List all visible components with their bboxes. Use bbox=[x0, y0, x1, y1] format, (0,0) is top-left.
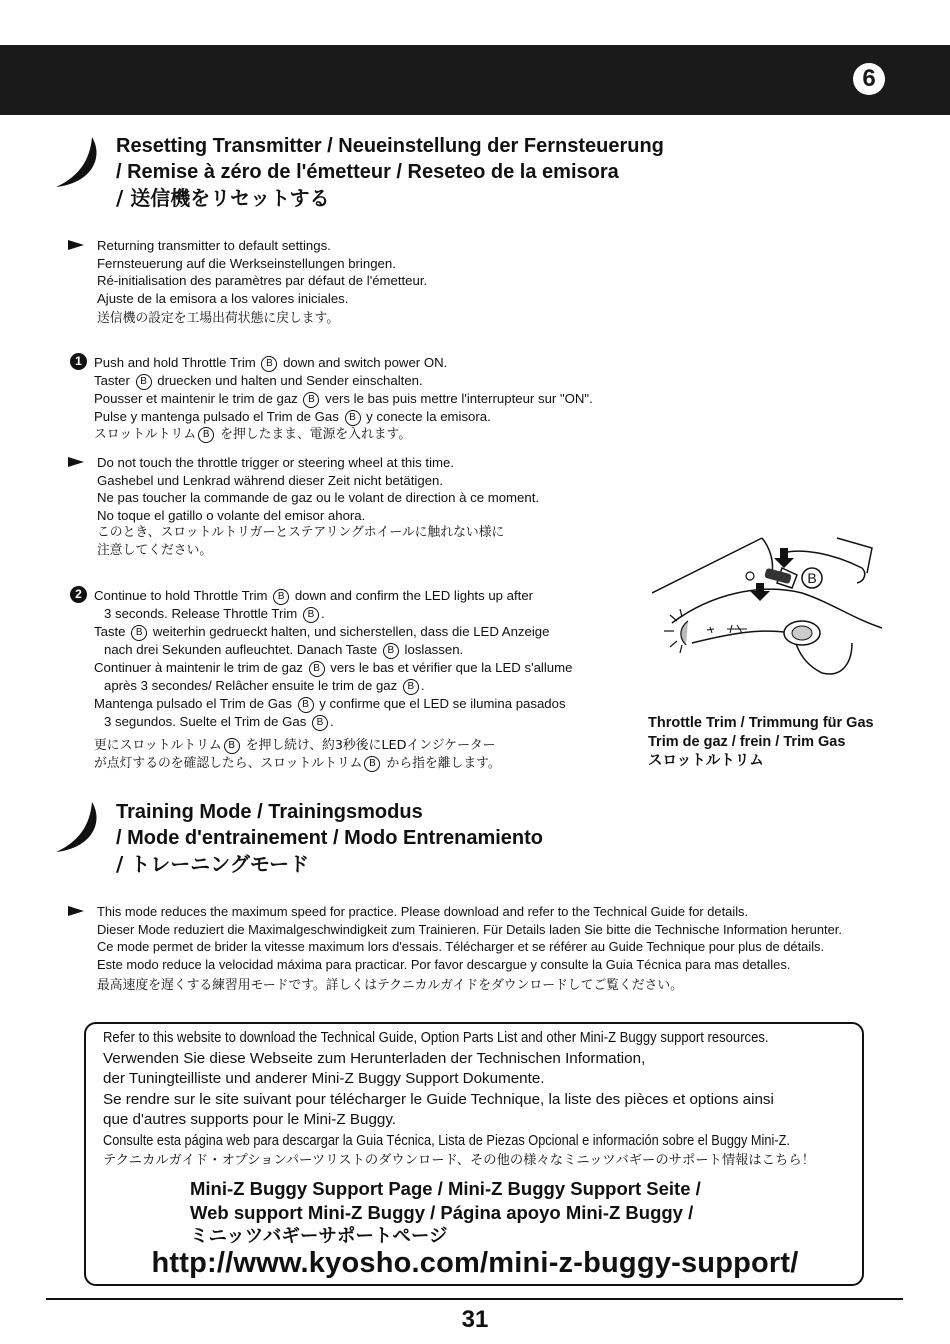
trim-b-badge: B bbox=[345, 410, 361, 426]
training-line: Ce mode permet de brider la vitesse maximum lors d'essais. Télécharger et se référer au Guide Technique pour plus de détails. bbox=[97, 939, 825, 955]
training-line: 最高速度を遅くする練習用モードです。詳しくはテクニカルガイドをダウンロードしてご覧ください。 bbox=[97, 978, 683, 994]
illustration-caption bbox=[648, 714, 874, 771]
support-page-title bbox=[190, 1177, 701, 1249]
training-line: This mode reduces the maximum speed for practice. Please download and refer to the Technical Guide for details. bbox=[97, 904, 749, 919]
training-line: Este modo reduce la velocidad máxima para practicar. Por favor descargue y consulte la Guia Técnica para mas detalles. bbox=[97, 956, 791, 972]
illustration-label-b: B bbox=[807, 570, 817, 586]
step2-line: Continuer à maintenir le trim de gaz B vers le bas et vérifier que la LED s'allume bbox=[94, 660, 573, 675]
step1-text bbox=[94, 354, 593, 444]
intro-text bbox=[97, 237, 427, 328]
support-title-line: Mini-Z Buggy Support Page / Mini-Z Buggy Support Seite / bbox=[190, 1178, 701, 1199]
intro-line: Fernsteuerung auf die Werkseinstellungen bringen. bbox=[97, 255, 396, 271]
trim-b-badge: B bbox=[298, 697, 314, 713]
footer-divider bbox=[46, 1298, 903, 1300]
caption-line: Trim de gaz / frein / Trim Gas bbox=[648, 734, 846, 750]
title-line: / トレーニングモード bbox=[116, 852, 310, 876]
intro-line: Ré-initialisation des paramètres par défaut de l'émetteur. bbox=[97, 273, 428, 289]
trim-b-badge: B bbox=[136, 374, 152, 390]
support-text bbox=[103, 1028, 921, 1172]
caption-line: スロットルトリム bbox=[648, 753, 764, 769]
support-line: Verwenden Sie diese Webseite zum Herunterladen der Technischen Information, bbox=[103, 1049, 646, 1067]
support-line: Se rendre sur le site suivant pour télécharger le Guide Technique, la liste des pièces et options ainsi bbox=[103, 1090, 774, 1108]
step2-line: 3 seconds. Release Throttle Trim B . bbox=[104, 606, 325, 621]
section-mark-icon bbox=[52, 135, 102, 195]
support-line: que d'autres supports pour le Mini-Z Buggy. bbox=[103, 1111, 397, 1128]
intro-line: 送信機の設定を工場出荷状態に戻します。 bbox=[97, 311, 340, 327]
chapter-number-badge: 6 bbox=[853, 63, 885, 95]
step2-line: après 3 secondes/ Relâcher ensuite le trim de gaz B . bbox=[104, 678, 425, 693]
section-title-training bbox=[116, 799, 543, 877]
header-bar bbox=[0, 45, 950, 115]
bullet-arrow-icon bbox=[68, 906, 84, 916]
note-line: Gashebel und Lenkrad während dieser Zeit nicht betätigen. bbox=[97, 472, 444, 488]
bullet-arrow-icon bbox=[68, 457, 84, 467]
bullet-arrow-icon bbox=[68, 240, 84, 250]
support-url-link[interactable]: http://www.kyosho.com/mini-z-buggy-support/ bbox=[151, 1247, 799, 1279]
support-line: Refer to this website to download the Technical Guide, Option Parts List and other Mini-Z Buggy support resources. bbox=[103, 1029, 769, 1046]
trim-b-badge: B bbox=[309, 661, 325, 677]
title-line: / Remise à zéro de l'émetteur / Reseteo de la emisora bbox=[116, 161, 619, 183]
section-title-reset bbox=[116, 133, 664, 211]
caption-line: Throttle Trim / Trimmung für Gas bbox=[648, 715, 874, 731]
step1-line: スロットルトリム B を押したまま、電源を入れます。 bbox=[94, 427, 412, 442]
support-line: der Tuningteilliste und anderer Mini-Z Buggy Support Dokumente. bbox=[103, 1070, 545, 1087]
note-line: 注意してください。 bbox=[97, 542, 213, 558]
throttle-trim-illustration bbox=[652, 533, 892, 703]
step2-line: Continue to hold Throttle Trim B down and confirm the LED lights up after bbox=[94, 588, 534, 603]
title-line: / 送信機をリセットする bbox=[116, 186, 330, 210]
section-mark-icon bbox=[52, 800, 102, 860]
trim-b-badge: B bbox=[261, 356, 277, 372]
support-title-line: ミニッツバギーサポートページ bbox=[190, 1226, 448, 1247]
support-title-line: Web support Mini-Z Buggy / Página apoyo Mini-Z Buggy / bbox=[190, 1202, 694, 1223]
step-number-2: 2 bbox=[70, 586, 87, 603]
note-line: Ne pas toucher la commande de gaz ou le volant de direction à ce moment. bbox=[97, 490, 540, 506]
title-line: Training Mode / Trainingsmodus bbox=[116, 801, 423, 823]
support-line: Consulte esta página web para descargar la Guia Técnica, Lista de Piezas Opcional e información sobre el Buggy Mini-Z. bbox=[103, 1131, 790, 1149]
step2-line: nach drei Sekunden aufleuchtet. Danach Taste B loslassen. bbox=[104, 642, 464, 657]
trim-b-badge: B bbox=[383, 643, 399, 659]
trim-b-badge: B bbox=[303, 392, 319, 408]
step1-line: Pulse y mantenga pulsado el Trim de Gas B y conecte la emisora. bbox=[94, 409, 491, 424]
title-line: Resetting Transmitter / Neueinstellung der Fernsteuerung bbox=[116, 135, 664, 157]
step2-line: Mantenga pulsado el Trim de Gas B y confirme que el LED se ilumina pasados bbox=[94, 696, 566, 711]
trim-b-badge: B bbox=[403, 679, 419, 695]
trim-b-badge: B bbox=[364, 756, 380, 772]
step-number-1: 1 bbox=[70, 353, 87, 370]
step1-line: Pousser et maintenir le trim de gaz B vers le bas puis mettre l'interrupteur sur "ON". bbox=[94, 391, 593, 406]
step2-line: 3 segundos. Suelte el Trim de Gas B . bbox=[104, 714, 334, 729]
trim-b-badge: B bbox=[131, 625, 147, 641]
step2-text bbox=[94, 587, 572, 772]
support-line: テクニカルガイド・オプションパーツリストのダウンロード、その他の様々なミニッツバギーのサポート情報はこちら！ bbox=[103, 1153, 815, 1168]
step2-line: 更にスロットルトリム B を押し続け、約3秒後にLEDインジケーター bbox=[94, 738, 496, 753]
step2-line: が点灯するのを確認したら、スロットルトリム B から指を離します。 bbox=[94, 755, 501, 771]
trim-b-badge: B bbox=[273, 589, 289, 605]
trim-b-badge: B bbox=[224, 738, 240, 754]
step1-line: Push and hold Throttle Trim B down and switch power ON. bbox=[94, 355, 448, 370]
training-text bbox=[97, 903, 842, 995]
intro-line: Returning transmitter to default settings. bbox=[97, 238, 331, 253]
title-line: / Mode d'entrainement / Modo Entrenamiento bbox=[116, 827, 544, 849]
step1-line: Taster B druecken und halten und Sender einschalten. bbox=[94, 373, 423, 388]
intro-line: Ajuste de la emisora a los valores iniciales. bbox=[97, 290, 349, 306]
note-line: No toque el gatillo o volante del emisor ahora. bbox=[97, 507, 366, 523]
trim-b-badge: B bbox=[312, 715, 328, 731]
trim-b-badge: B bbox=[303, 607, 319, 623]
note-line: Do not touch the throttle trigger or steering wheel at this time. bbox=[97, 455, 454, 470]
trim-b-badge: B bbox=[198, 427, 214, 443]
step2-line: Taste B weiterhin gedrueckt halten, und sicherstellen, dass die LED Anzeige bbox=[94, 624, 550, 639]
page-number: 31 bbox=[461, 1306, 489, 1333]
training-line: Dieser Mode reduziert die Maximalgeschwindigkeit zum Trainieren. Für Details laden Sie bitte die Technische Information herunter. bbox=[97, 921, 842, 937]
caution-note bbox=[97, 454, 539, 560]
note-line: このとき、スロットルトリガーとステアリングホイールに触れない様に bbox=[97, 525, 505, 541]
